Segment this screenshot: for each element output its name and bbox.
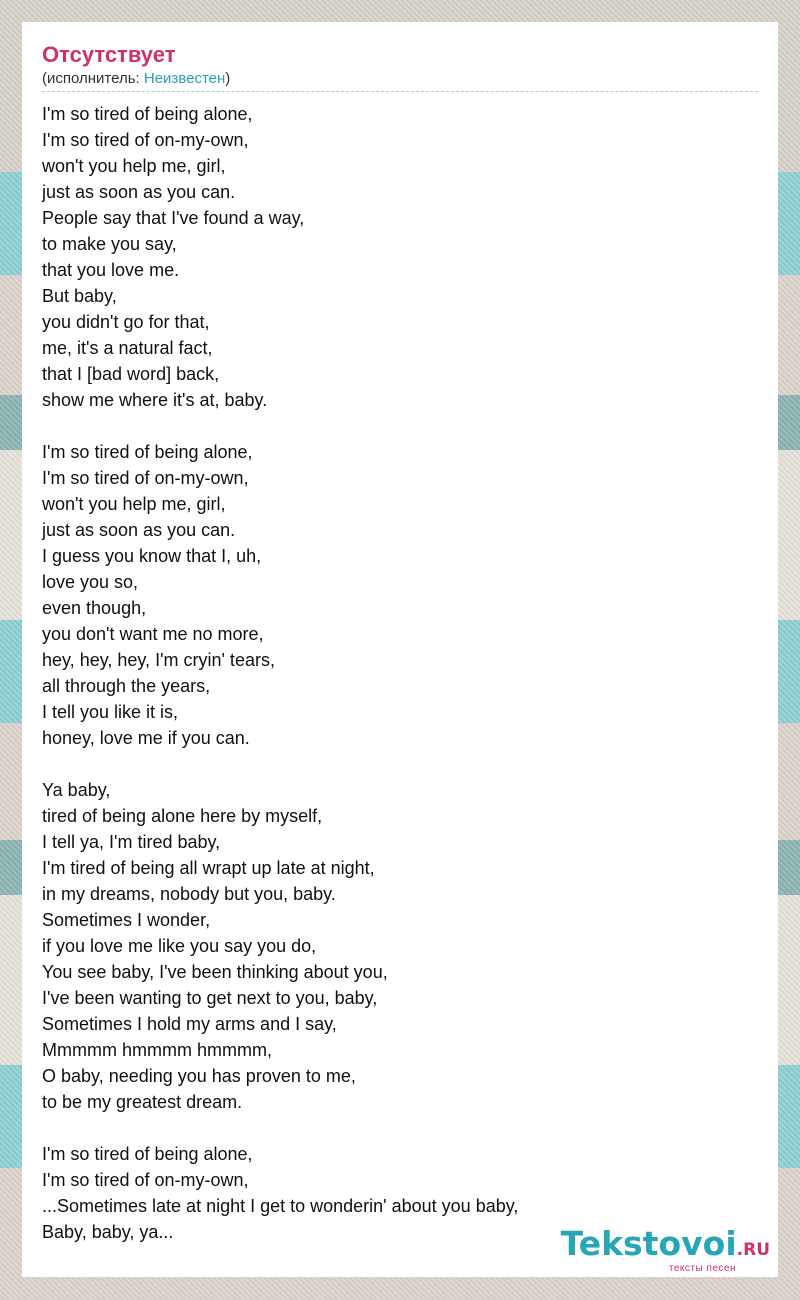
lyric-line: to make you say,	[42, 234, 177, 254]
lyrics-card	[22, 22, 778, 1277]
logo-tld: .RU	[736, 1240, 770, 1260]
artist-prefix: (исполнитель:	[42, 70, 144, 87]
lyric-line: honey, love me if you can.	[42, 728, 250, 748]
lyric-line: People say that I've found a way,	[42, 208, 305, 228]
lyric-line: Baby, baby, ya...	[42, 1222, 174, 1242]
lyric-line: that you love me.	[42, 260, 180, 280]
lyric-line: if you love me like you say you do,	[42, 936, 317, 956]
lyric-line: won't you help me, girl,	[42, 156, 226, 176]
lyric-line: I tell you like it is,	[42, 702, 179, 722]
lyric-line: even though,	[42, 598, 147, 618]
lyric-line: tired of being alone here by myself,	[42, 806, 323, 826]
lyric-line: just as soon as you can.	[42, 520, 236, 540]
lyric-line: I'm so tired of being alone,	[42, 442, 253, 462]
stanza-break	[42, 751, 758, 777]
lyric-line: Mmmmm hmmmm hmmmm,	[42, 1040, 272, 1060]
lyric-line: to be my greatest dream.	[42, 1092, 243, 1112]
artist-link[interactable]: Неизвестен	[143, 70, 226, 87]
stanza-break	[42, 413, 758, 439]
artist-suffix: )	[225, 70, 231, 87]
lyric-line: I'm so tired of on-my-own,	[42, 1170, 249, 1190]
lyric-line: just as soon as you can.	[42, 182, 236, 202]
lyrics-text	[42, 101, 758, 1245]
lyric-line: I'm so tired of being alone,	[42, 104, 253, 124]
lyric-line: I tell ya, I'm tired baby,	[42, 832, 221, 852]
lyric-line: Ya baby,	[42, 780, 111, 800]
logo-wordmark	[560, 1224, 770, 1267]
lyric-line: I'm so tired of on-my-own,	[42, 130, 249, 150]
lyric-line: hey, hey, hey, I'm cryin' tears,	[42, 650, 275, 670]
logo-tagline: тексты песен	[668, 1263, 736, 1274]
lyric-line: love you so,	[42, 572, 139, 592]
lyric-line: I guess you know that I, uh,	[42, 546, 262, 566]
song-title: Отсутствует	[42, 42, 176, 67]
lyric-line: You see baby, I've been thinking about you,	[42, 962, 388, 982]
lyric-line: you didn't go for that,	[42, 312, 210, 332]
lyric-line: me, it's a natural fact,	[42, 338, 213, 358]
lyric-line: Sometimes I hold my arms and I say,	[42, 1014, 337, 1034]
lyric-line: you don't want me no more,	[42, 624, 264, 644]
lyric-line: Sometimes I wonder,	[42, 910, 211, 930]
lyric-line: in my dreams, nobody but you, baby.	[42, 884, 336, 904]
logo-main-text: Tekstovoi	[560, 1224, 737, 1263]
lyric-line: won't you help me, girl,	[42, 494, 226, 514]
lyric-line: But baby,	[42, 286, 117, 306]
lyric-line: all through the years,	[42, 676, 211, 696]
artist-line	[42, 70, 758, 92]
lyric-line: I'm so tired of being alone,	[42, 1144, 253, 1164]
lyric-line: I'm tired of being all wrapt up late at night,	[42, 858, 375, 878]
lyric-line: ...Sometimes late at night I get to wonderin' about you baby,	[42, 1196, 519, 1216]
lyric-line: O baby, needing you has proven to me,	[42, 1066, 356, 1086]
lyric-line: show me where it's at, baby.	[42, 390, 268, 410]
lyric-line: I've been wanting to get next to you, baby,	[42, 988, 378, 1008]
stanza-break	[42, 1115, 758, 1141]
site-logo[interactable]	[560, 1224, 770, 1274]
lyric-line: I'm so tired of on-my-own,	[42, 468, 249, 488]
lyric-line: that I [bad word] back,	[42, 364, 220, 384]
